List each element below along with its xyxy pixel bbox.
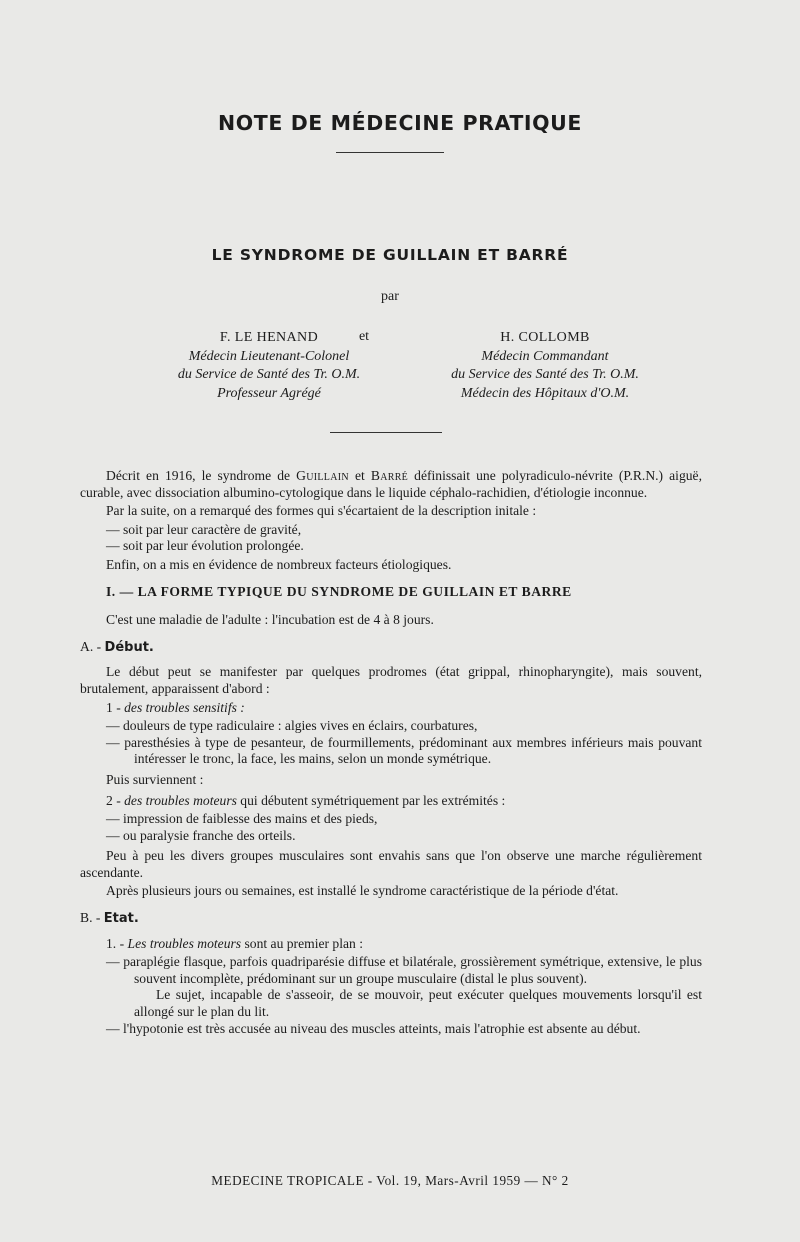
paragraph: Après plusieurs jours ou semaines, est installé le syndrome caractéristique de la période d'état. — [106, 883, 619, 899]
author-affiliation: du Service de Santé des Tr. O.M. — [177, 367, 361, 382]
byline-par: par — [381, 289, 399, 304]
author-ref: Guillain — [296, 468, 349, 483]
paragraph: C'est une maladie de l'adulte : l'incubation est de 4 à 8 jours. — [106, 612, 434, 628]
intro-paragraph: Enfin, on a mis en évidence de nombreux facteurs étiologiques. — [106, 556, 452, 572]
author-name: H. COLLOMB — [500, 330, 590, 345]
list-item: — ou paralysie franche des orteils. — [106, 827, 296, 843]
list-item: — paraplégie flasque, parfois quadriparésie diffuse et bilatérale, grossièrement symétrique, extensive, le plus souvent incomplète, prédominant sur un groupe musculaire (distal le plus souvent). — [106, 954, 702, 986]
list-item: — impression de faiblesse des mains et des pieds, — [106, 811, 378, 827]
section-heading: I. — LA FORME TYPIQUE DU SYNDROME DE GUILLAIN ET BARRE — [106, 583, 572, 599]
list-item: — l'hypotonie est très accusée au niveau des muscles atteints, mais l'atrophie est absente au début. — [106, 1020, 641, 1036]
list-heading: 1 - des troubles sensitifs : — [106, 699, 245, 715]
article-body — [80, 468, 702, 1037]
list-heading: 2 - des troubles moteurs qui débutent symétriquement par les extrémités : — [106, 792, 506, 808]
author-affiliation: du Service des Santé des Tr. O.M. — [451, 367, 639, 382]
author-name: F. LE HENAND — [219, 330, 319, 345]
intro-paragraph: Décrit en 1916, le syndrome de Guillain et Barré définissait une polyradiculo-névrite (P.R.N.) aiguë, curable, avec dissociation albumino-cytologique dans le liquide céphalo-rachidien, d'étiologie inconnue. — [80, 468, 702, 500]
page-footer: MEDECINE TROPICALE - Vol. 19, Mars-Avril 1959 — N° 2 — [211, 1173, 569, 1188]
list-item: — paresthésies à type de pesanteur, de fourmillements, prédominant aux membres inférieurs mais pouvant intéresser le tronc, la face, les mains, selon un monde symétrique. — [106, 734, 702, 767]
list-heading: 1. - Les troubles moteurs sont au premier plan : — [106, 935, 364, 951]
author-affiliation: Médecin des Hôpitaux d'O.M. — [460, 385, 630, 401]
subsection-heading: B. - Etat. — [80, 910, 139, 927]
author-affiliation: Professeur Agrégé — [217, 385, 321, 401]
paragraph: Peu à peu les divers groupes musculaires sont envahis sans que l'on observe une marche régulièrement ascendante. — [80, 848, 702, 880]
intro-paragraph: Par la suite, on a remarqué des formes qui s'écartaient de la description initale : — [106, 503, 537, 519]
list-item-continuation: Le sujet, incapable de s'asseoir, de se mouvoir, peut exécuter quelques mouvements lorsqu'il est allongé sur le plan du lit. — [134, 987, 702, 1020]
subsection-heading: A. - Début. — [80, 638, 154, 655]
article-title: LE SYNDROME DE GUILLAIN ET BARRÉ — [211, 246, 569, 264]
author-rule — [330, 432, 442, 433]
author-affiliation: Médecin Lieutenant-Colonel — [188, 348, 350, 364]
list-item: — soit par leur caractère de gravité, — [106, 521, 302, 537]
byline-and: et — [358, 329, 370, 344]
title-rule — [336, 152, 444, 153]
journal-section-title: NOTE DE MÉDECINE PRATIQUE — [217, 111, 583, 135]
author-right — [380, 329, 710, 403]
author-affiliation: Médecin Commandant — [481, 348, 609, 364]
paragraph: Puis surviennent : — [106, 771, 204, 787]
list-item: — soit par leur évolution prolongée. — [106, 538, 304, 554]
paragraph: Le début peut se manifester par quelques prodromes (état grippal, rhinopharyngite), mais souvent, brutalement, apparaissent d'abord : — [80, 664, 702, 696]
list-item: — douleurs de type radiculaire : algies vives en éclairs, courbatures, — [106, 718, 478, 734]
author-ref: Barré — [370, 468, 409, 483]
